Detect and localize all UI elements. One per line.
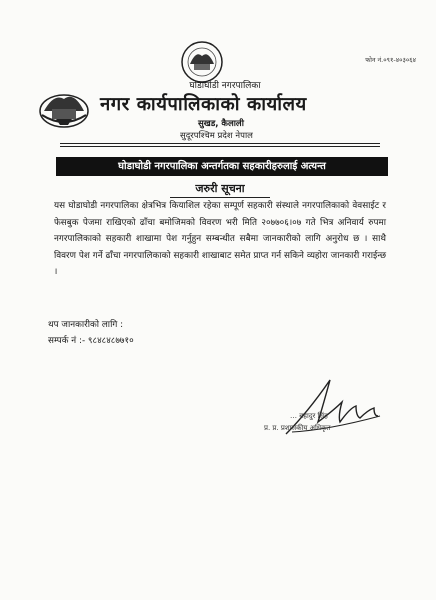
header-divider: [60, 143, 380, 144]
seal-caption: घोडाघोडी नगरपालिका: [189, 81, 261, 91]
government-emblem-logo: [38, 85, 90, 129]
official-stamp: [264, 412, 416, 446]
notice-body: यस घोडाघोडी नगरपालिका क्षेत्रभित्र कियाशिल रहेका सम्पूर्ण सहकारी संस्थाले नगरपालिकाको वेवसाईट र फेसबुक पेजमा राखिएको ढाँचा बमोजिमको विवरण भरी मिति २०७७०६।०७ गते भित्र अनिवार्य रुपमा नगरपालिकाको सहकारी शाखामा पेश गर्नुहुन सम्बन्धीत सबैमा जानकारीको लागि अनुरोध छ । साथै विवरण पेश गर्ने ढाँचा नगरपालिकाको सहकारी शाखाबाट समेत प्राप्त गर्न सकिने व्यहोरा जानकारी गराईन्छ ।: [54, 201, 386, 277]
office-address-line2: सुदूरपश्चिम प्रदेश नेपाल: [180, 131, 253, 141]
office-title: नगर कार्यपालिकाको कार्यालय: [100, 94, 307, 115]
notice-subheading: जरुरी सूचना: [170, 181, 270, 198]
notice-banner: घोडाघोडी नगरपालिका अन्तर्गतका सहकारीहरुलाई अत्यन्त: [56, 157, 388, 176]
phone-number: फोन नं.०९१-४०३०६४: [365, 56, 416, 64]
office-address-line1: सुखड, कैलाली: [198, 119, 244, 129]
stamp-line1: … बहादुर सिंह: [290, 412, 328, 420]
stamp-line2: प्र. प्र. प्रशासकीय अधिकृत: [264, 424, 331, 432]
contact-label: थप जानकारीको लागि :: [48, 320, 124, 330]
header-divider-double: [60, 146, 380, 147]
contact-number: सम्पर्क नं :- ९८४८४८७७१०: [48, 336, 134, 346]
